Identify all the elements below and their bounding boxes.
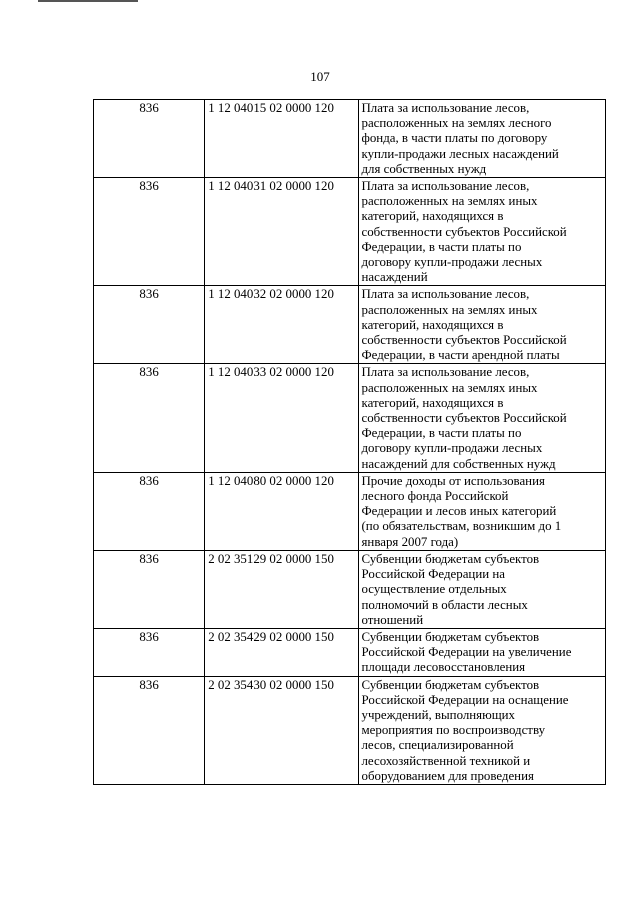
revenue-name-line: Российской Федерации на оснащение [361, 692, 569, 707]
revenue-name-cell [358, 364, 606, 472]
revenue-name-line: осуществление отдельных [361, 582, 507, 597]
admin-code-cell: 836 [94, 550, 205, 628]
table-row [94, 100, 606, 178]
revenue-name-line: собственности субъектов Российской [361, 333, 567, 348]
revenue-name-line: категорий, находящихся в [361, 395, 504, 410]
admin-code-cell: 836 [94, 364, 205, 472]
revenue-codes-table [93, 99, 606, 785]
revenue-name-line: собственности субъектов Российской [361, 411, 567, 426]
revenue-name-cell [358, 550, 606, 628]
admin-code-cell: 836 [94, 472, 205, 550]
revenue-name-line: категорий, находящихся в [361, 209, 504, 224]
budget-classification-code-cell: 2 02 35430 02 0000 150 [205, 676, 358, 784]
revenue-name-cell [358, 286, 606, 364]
revenue-name-line: января 2007 года) [361, 534, 459, 549]
revenue-name-line: Федерации и лесов иных категорий [361, 504, 557, 519]
revenue-name-line: Плата за использование лесов, [361, 179, 530, 194]
revenue-name-line: договору купли-продажи лесных [361, 255, 543, 270]
revenue-name-line: Федерации, в части арендной платы [361, 348, 560, 363]
revenue-name-cell [358, 676, 606, 784]
revenue-name-line: расположенных на землях иных [361, 194, 538, 209]
revenue-name-line: категорий, находящихся в [361, 317, 504, 332]
revenue-name-line: Плата за использование лесов, [361, 287, 530, 302]
revenue-name-line: расположенных на землях иных [361, 302, 538, 317]
revenue-name-line: Плата за использование лесов, [361, 101, 530, 115]
revenue-name-line: Федерации, в части платы по [361, 239, 522, 254]
revenue-name-line: лесохозяйственной техникой и [361, 753, 531, 768]
revenue-name-line: Российской Федерации на увеличение [361, 645, 572, 660]
revenue-name-line: расположенных на землях иных [361, 380, 538, 395]
revenue-name-line: полномочий в области лесных [361, 597, 528, 612]
revenue-name-line: лесного фонда Российской [361, 489, 509, 504]
revenue-name-line: насаждений для собственных нужд [361, 456, 556, 471]
admin-code-cell: 836 [94, 286, 205, 364]
revenue-name-cell [358, 472, 606, 550]
table-row [94, 286, 606, 364]
admin-code-cell: 836 [94, 178, 205, 286]
budget-classification-code-cell: 2 02 35429 02 0000 150 [205, 628, 358, 676]
revenue-name-line: Российской Федерации на [361, 567, 505, 582]
revenue-name-line: учреждений, выполняющих [361, 707, 516, 722]
revenue-name-line: мероприятия по воспроизводству [361, 723, 546, 738]
revenue-name-cell [358, 100, 606, 178]
revenue-name-cell [358, 178, 606, 286]
revenue-name-line: купли-продажи лесных насаждений [361, 146, 559, 161]
revenue-name-line: (по обязательствам, возникшим до 1 [361, 519, 562, 534]
admin-code-cell: 836 [94, 628, 205, 676]
table-row [94, 676, 606, 784]
revenue-name-line: Прочие доходы от использования [361, 473, 545, 488]
revenue-name-line: лесов, специализированной [361, 738, 514, 753]
admin-code-cell: 836 [94, 100, 205, 178]
revenue-name-line: Субвенции бюджетам субъектов [361, 551, 540, 566]
page-number: 107 [310, 69, 330, 84]
revenue-name-line: Федерации, в части платы по [361, 426, 522, 441]
budget-classification-code-cell: 2 02 35129 02 0000 150 [205, 550, 358, 628]
revenue-name-line: Субвенции бюджетам субъектов [361, 677, 540, 692]
revenue-name-line: насаждений [361, 270, 428, 285]
top-rule [38, 0, 138, 2]
revenue-name-line: Субвенции бюджетам субъектов [361, 629, 540, 644]
revenue-name-line: договору купли-продажи лесных [361, 441, 543, 456]
table-body [94, 100, 606, 785]
table-row [94, 364, 606, 472]
table-row [94, 628, 606, 676]
budget-classification-code-cell: 1 12 04032 02 0000 120 [205, 286, 358, 364]
revenue-name-line: для собственных нужд [361, 161, 487, 176]
revenue-name-line: расположенных на землях лесного [361, 116, 552, 131]
revenue-name-line: площади лесовосстановления [361, 660, 526, 675]
admin-code-cell: 836 [94, 676, 205, 784]
table-row [94, 178, 606, 286]
revenue-name-line: отношений [361, 612, 424, 627]
budget-classification-code-cell: 1 12 04033 02 0000 120 [205, 364, 358, 472]
revenue-name-line: собственности субъектов Российской [361, 224, 567, 239]
revenue-name-line: Плата за использование лесов, [361, 365, 530, 380]
revenue-name-line: фонда, в части платы по договору [361, 131, 548, 146]
budget-classification-code-cell: 1 12 04031 02 0000 120 [205, 178, 358, 286]
revenue-name-line: оборудованием для проведения [361, 768, 534, 783]
table-row [94, 472, 606, 550]
revenue-name-cell [358, 628, 606, 676]
table-row [94, 550, 606, 628]
budget-classification-code-cell: 1 12 04015 02 0000 120 [205, 100, 358, 178]
budget-classification-code-cell: 1 12 04080 02 0000 120 [205, 472, 358, 550]
